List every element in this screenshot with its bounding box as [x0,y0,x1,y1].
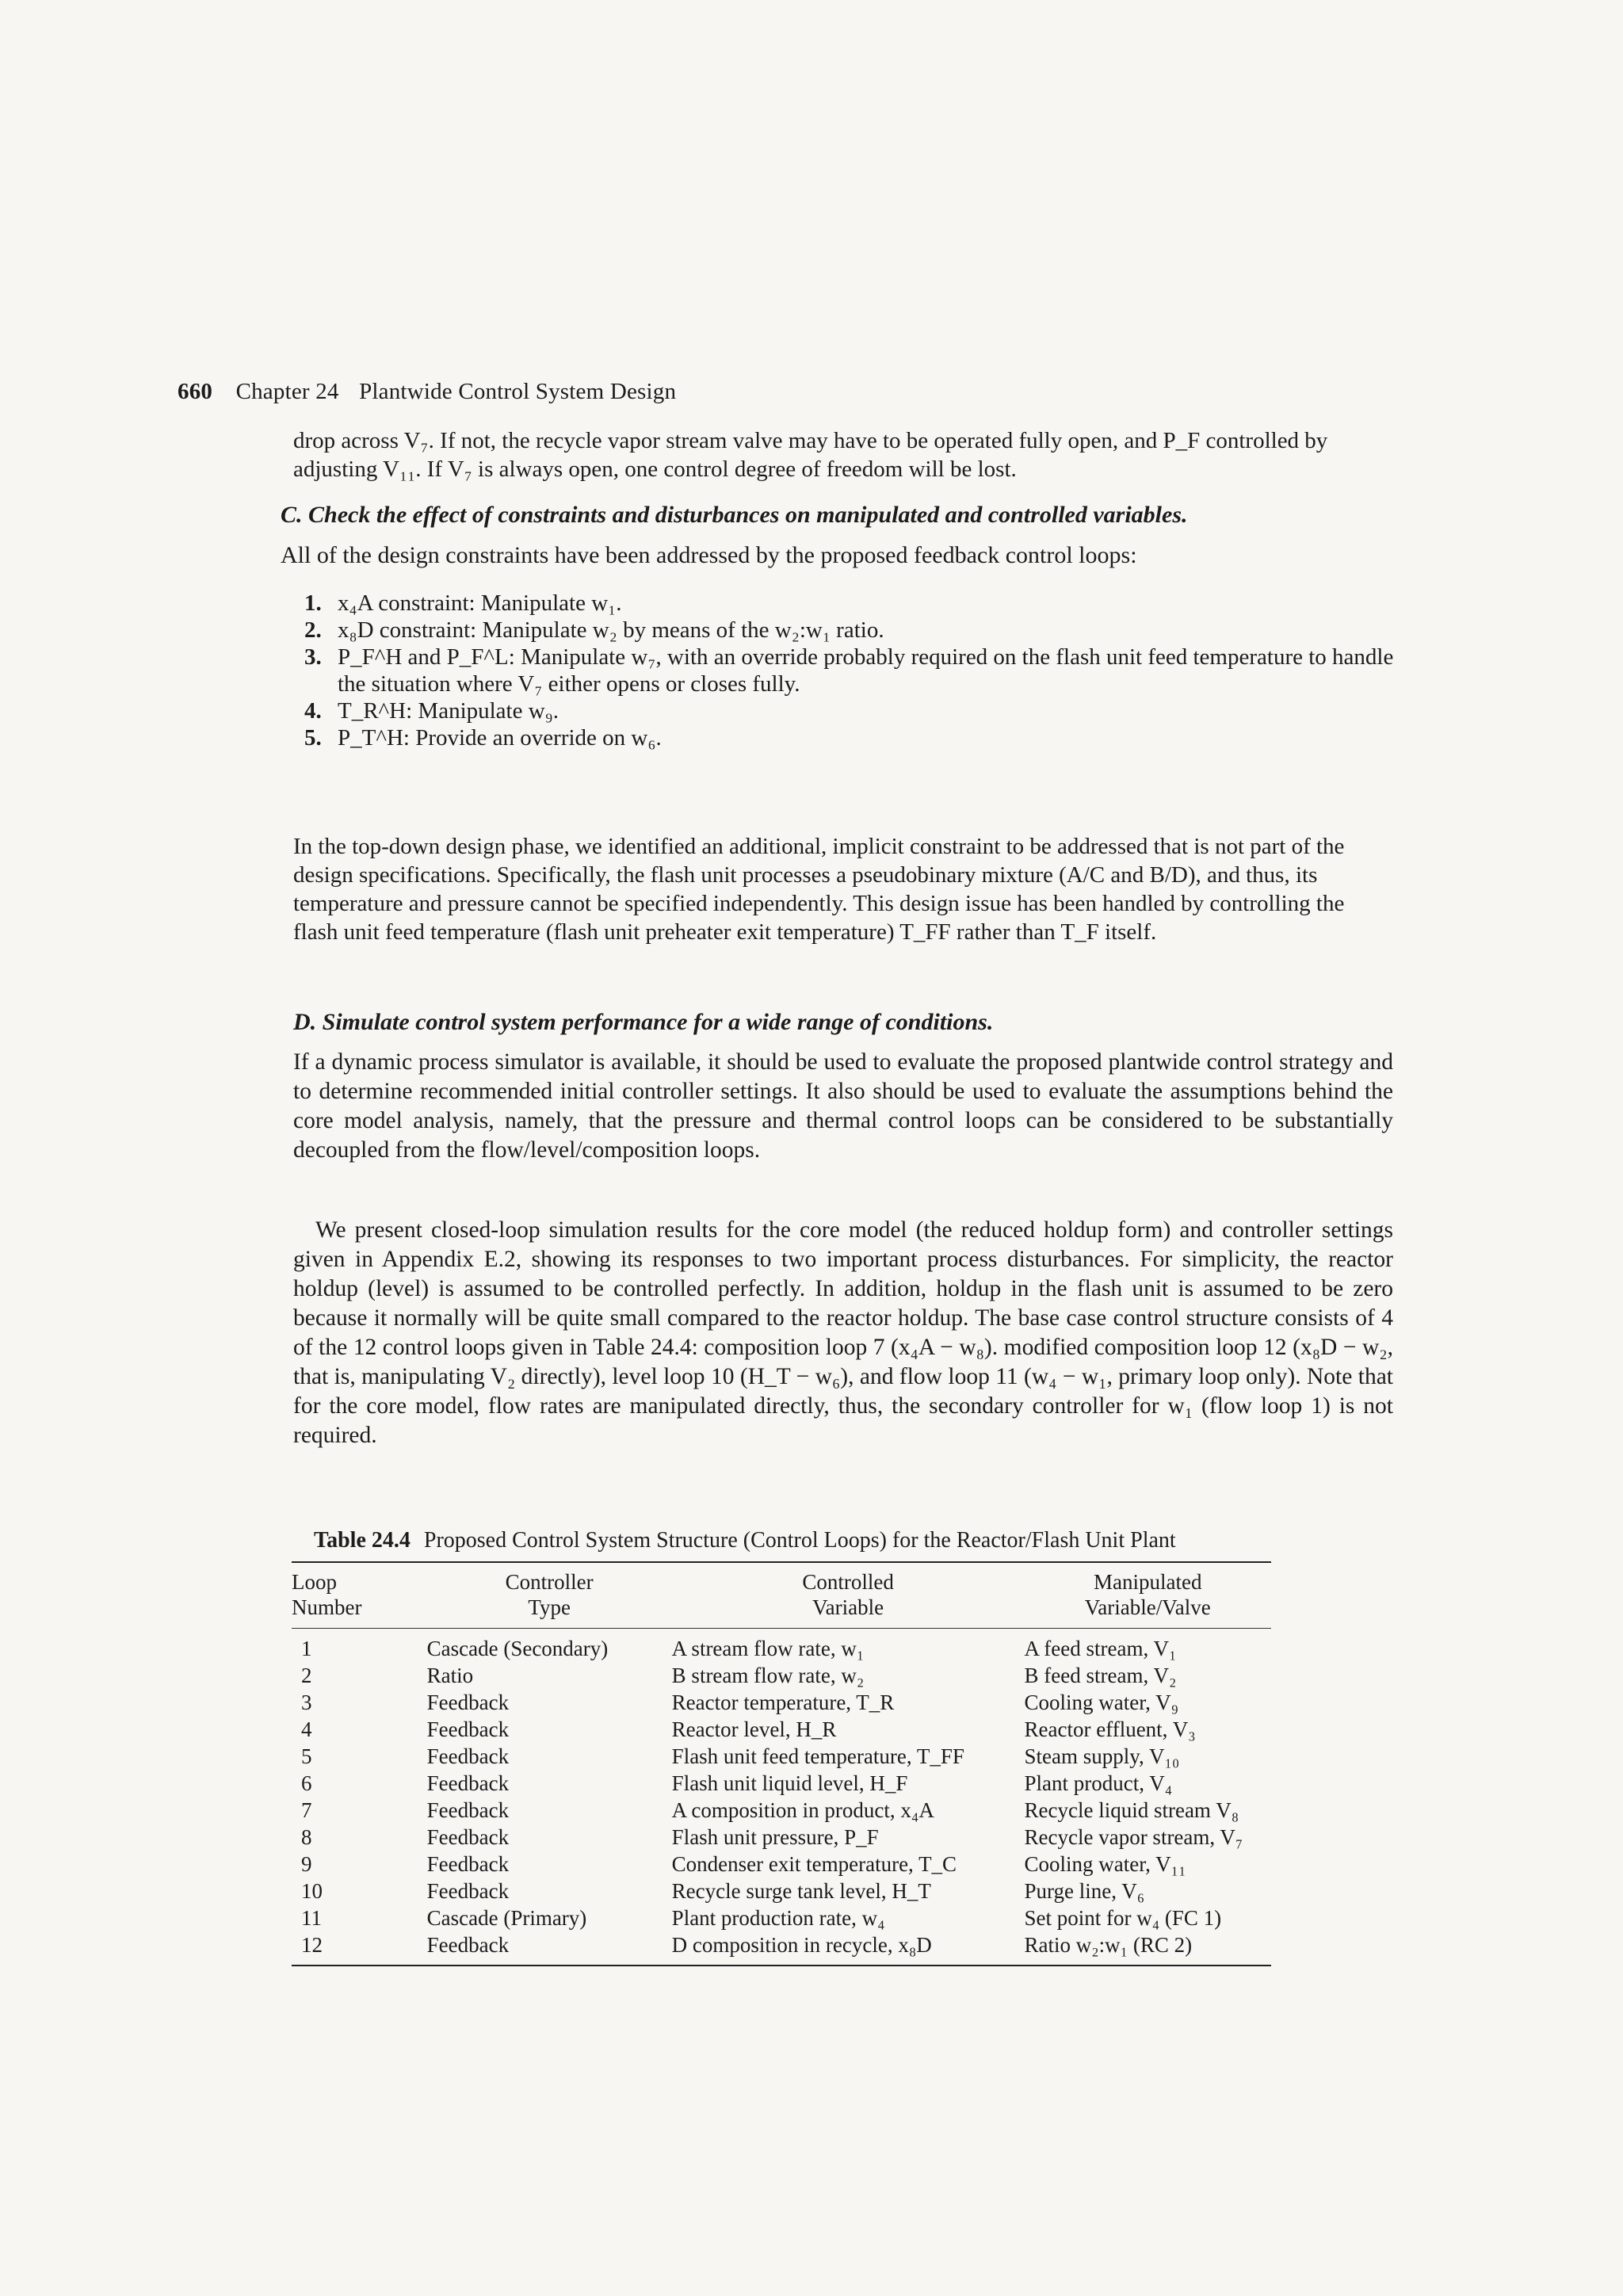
list-item [304,617,1406,644]
cell-loop-number: 11 [301,1906,322,1930]
table-row [292,1878,1271,1904]
section-d-paragraph-2: We present closed-loop simulation results for the core model (the reduced holdup form) and controller settings given in Appendix E.2, showing its responses to two important process disturbances. For simplicity, the reactor holdup (level) is assumed to be controlled perfectly. In addition, holdup in the flash unit is assumed to be zero because it normally will be quite small compared to the reactor holdup. The base case control structure consists of 4 of the 12 control loops given in Table 24.4: composition loop 7 (x₄A − w₈). modified composition loop 12 (x₈D − w₂, that is, manipulating V₂ directly), level loop 10 (H_T − w₆), and flow loop 11 (w₄ − w₁, primary loop only). Note that for the core model, flow rates are manipulated directly, thus, the secondary controller for w₁ (flow loop 1) is not required. [293,1217,1393,1448]
cell-manipulated-variable: Cooling water, V₉ [1024,1690,1179,1714]
cell-controlled-variable: Condenser exit temperature, T_C [671,1852,957,1876]
list-item-number: 4. [304,698,322,724]
cell-controller-type: Feedback [426,1717,510,1741]
header-line: Variable [812,1595,884,1619]
list-item-number: 5. [304,725,322,751]
header-line: Controlled [802,1570,894,1594]
list-item-number: 1. [304,590,322,616]
cell-loop-number: 10 [301,1879,323,1903]
column-header-controlled-variable [672,1563,1025,1628]
section-c-heading: C. Check the effect of constraints and disturbances on manipulated and controlled variables. [281,502,1188,528]
list-item-number: 2. [304,617,322,643]
cell-controller-type: Feedback [426,1744,510,1768]
cell-controller-type: Feedback [426,1798,510,1822]
cell-manipulated-variable: Set point for w₄ (FC 1) [1024,1906,1222,1930]
table-row [292,1851,1271,1878]
header-line: Type [528,1595,571,1619]
cell-manipulated-variable: B feed stream, V₂ [1024,1664,1177,1687]
cell-manipulated-variable: Reactor effluent, V₃ [1024,1717,1196,1741]
cell-controller-type: Feedback [426,1825,510,1849]
header-line: Manipulated [1094,1570,1202,1594]
cell-controller-type: Feedback [426,1852,510,1876]
table-row [292,1629,1271,1662]
cell-controlled-variable: Flash unit liquid level, H_F [671,1771,908,1795]
cell-controlled-variable: Flash unit pressure, P_F [671,1825,879,1849]
cell-controller-type: Feedback [426,1933,510,1957]
topdown-paragraph: In the top-down design phase, we identified an additional, implicit constraint to be addressed that is not part of the design specifications. Specifically, the flash unit processes a pseudobinary mixture (A/C and B/D), and thus, its temperature and pressure cannot be specified independently. This design issue has been handled by controlling the flash unit feed temperature (flash unit preheater exit temperature) T_FF rather than T_F itself. [293,834,1345,945]
list-item-text: P_T^H: Provide an override on w₆. [338,725,662,751]
cell-manipulated-variable: Ratio w₂:w₁ (RC 2) [1024,1933,1193,1957]
continued-paragraph: drop across V₇. If not, the recycle vapor stream valve may have to be operated fully open, and P_F controlled by adjusting V₁₁. If V₇ is always open, one control degree of freedom will be lost. [293,428,1328,482]
cell-loop-number: 3 [301,1690,312,1714]
table-row [292,1662,1271,1689]
cell-loop-number: 7 [301,1798,312,1822]
section-c-intro: All of the design constraints have been addressed by the proposed feedback control loops: [281,542,1137,568]
cell-loop-number: 8 [301,1825,312,1849]
cell-controller-type: Ratio [426,1664,474,1687]
list-item-text: x₈D constraint: Manipulate w₂ by means of the w₂:w₁ ratio. [338,617,884,643]
cell-controlled-variable: Reactor level, H_R [671,1717,837,1741]
cell-manipulated-variable: A feed stream, V₁ [1024,1637,1177,1660]
cell-loop-number: 9 [301,1852,312,1876]
cell-loop-number: 12 [301,1933,323,1957]
page-number: 660 [178,379,213,404]
section-d-heading: D. Simulate control system performance for a wide range of conditions. [293,1009,994,1035]
chapter-title: Plantwide Control System Design [359,379,677,404]
header-line: Loop [292,1570,337,1594]
list-item [304,697,1406,724]
running-header [178,379,676,405]
table-row [292,1743,1271,1770]
cell-manipulated-variable: Purge line, V₆ [1024,1879,1145,1903]
cell-controlled-variable: Recycle surge tank level, H_T [671,1879,931,1903]
cell-controller-type: Feedback [426,1771,510,1795]
column-header-loop-number [292,1563,427,1628]
cell-controlled-variable: A composition in product, x₄A [671,1798,934,1822]
list-item-text: x₄A constraint: Manipulate w₁. [338,590,622,616]
cell-controller-type: Cascade (Primary) [426,1906,587,1930]
cell-manipulated-variable: Recycle vapor stream, V₇ [1024,1825,1243,1849]
cell-controller-type: Feedback [426,1690,510,1714]
cell-controlled-variable: Flash unit feed temperature, T_FF [671,1744,964,1768]
chapter-label: Chapter 24 [235,379,339,404]
cell-manipulated-variable: Steam supply, V₁₀ [1024,1744,1180,1768]
list-item [304,724,1406,751]
list-item-text: T_R^H: Manipulate w₉. [338,698,559,724]
cell-controlled-variable: B stream flow rate, w₂ [671,1664,865,1687]
list-item-text: P_F^H and P_F^L: Manipulate w₇, with an override probably required on the flash unit feed temperature to handle the situation where V₇ either opens or closes fully. [338,644,1394,697]
table-number: Table 24.4 [314,1528,411,1553]
section-d-paragraph-1: If a dynamic process simulator is available, it should be used to evaluate the proposed plantwide control strategy and to determine recommended initial controller settings. It also should be used to evaluate the assumptions behind the core model analysis, namely, that the pressure and thermal control loops can be considered to be substantially decoupled from the flow/level/composition loops. [293,1049,1393,1163]
table-row [292,1824,1271,1851]
column-header-manipulated-variable [1025,1563,1271,1628]
cell-controlled-variable: Plant production rate, w₄ [671,1906,885,1930]
cell-loop-number: 4 [301,1717,312,1741]
table-row [292,1904,1271,1931]
header-line: Controller [505,1570,594,1594]
table-row [292,1931,1271,1965]
cell-manipulated-variable: Recycle liquid stream V₈ [1024,1798,1239,1822]
table-row [292,1716,1271,1743]
cell-controlled-variable: D composition in recycle, x₈D [671,1933,932,1957]
table-bottom-rule [292,1965,1271,1966]
cell-loop-number: 2 [301,1664,312,1687]
table-row [292,1689,1271,1716]
constraint-list [304,590,1406,751]
table-caption-text: Proposed Control System Structure (Control Loops) for the Reactor/Flash Unit Plant [423,1528,1176,1553]
table-caption [314,1528,1423,1553]
column-header-controller-type [427,1563,672,1628]
cell-controller-type: Feedback [426,1879,510,1903]
cell-loop-number: 6 [301,1771,312,1795]
cell-manipulated-variable: Cooling water, V₁₁ [1024,1852,1186,1876]
cell-controlled-variable: Reactor temperature, T_R [671,1690,895,1714]
header-line: Number [292,1595,362,1619]
cell-manipulated-variable: Plant product, V₄ [1024,1771,1173,1795]
list-item-number: 3. [304,644,322,670]
cell-controller-type: Cascade (Secondary) [426,1637,609,1660]
cell-loop-number: 5 [301,1744,312,1768]
table-row [292,1770,1271,1797]
list-item [304,644,1406,697]
cell-loop-number: 1 [301,1637,312,1660]
cell-controlled-variable: A stream flow rate, w₁ [671,1637,865,1660]
control-loops-table [292,1561,1271,1966]
table-header-row [292,1563,1271,1628]
table-row [292,1797,1271,1824]
header-line: Variable/Valve [1084,1595,1211,1619]
list-item [304,590,1406,617]
